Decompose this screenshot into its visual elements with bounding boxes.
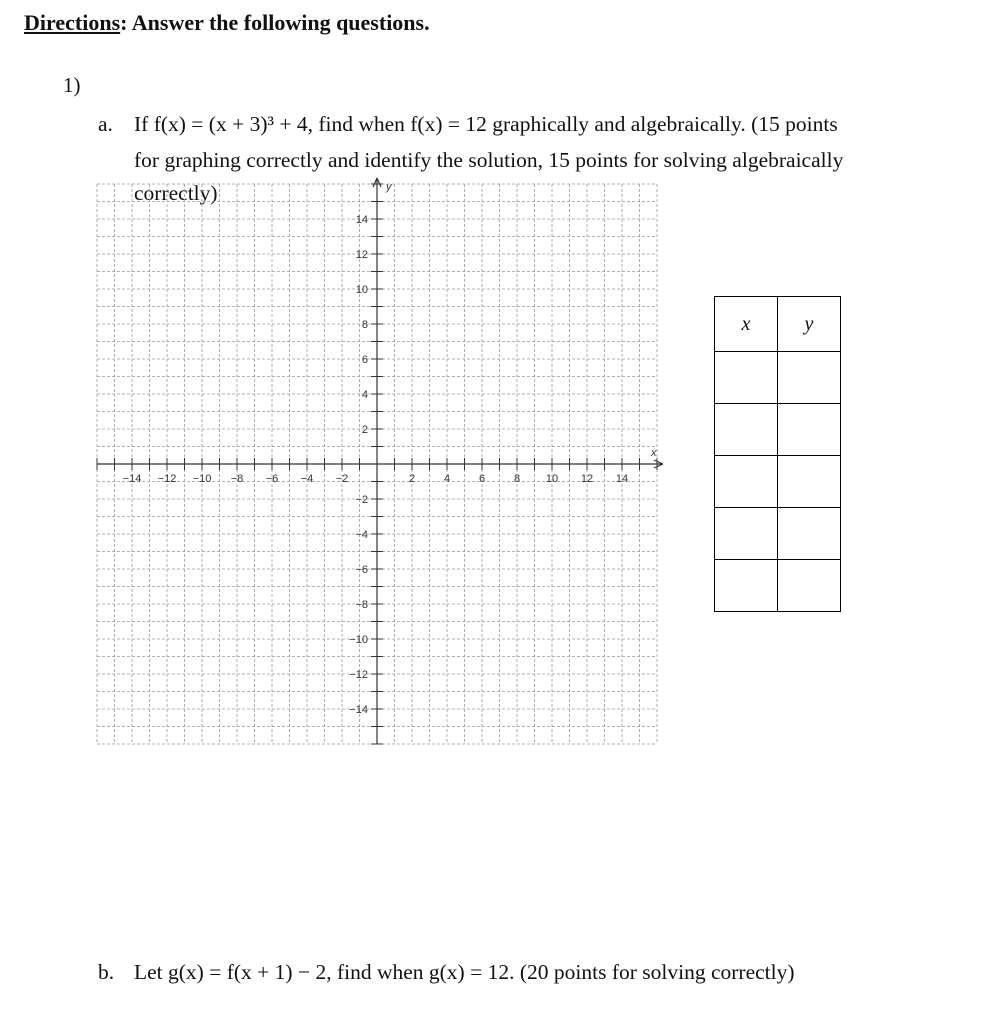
directions-heading xyxy=(24,10,430,36)
y-tick-label: −6 xyxy=(355,564,368,576)
table-cell-x[interactable] xyxy=(715,404,778,456)
axes xyxy=(97,178,663,744)
x-tick-label: −4 xyxy=(300,473,314,485)
table-cell-y[interactable] xyxy=(778,560,841,612)
x-tick-label: 14 xyxy=(615,473,629,485)
table-row xyxy=(715,352,841,404)
table-cell-y[interactable] xyxy=(778,508,841,560)
x-tick-label: −10 xyxy=(192,473,212,485)
y-tick-label: 8 xyxy=(361,319,368,331)
directions-label: Directions xyxy=(24,10,121,35)
part-b-text: Let g(x) = f(x + 1) − 2, find when g(x) = 12. (20 points for solving correctly) xyxy=(134,960,795,984)
table-row xyxy=(715,508,841,560)
table-header-y: y xyxy=(778,297,841,352)
part-b-letter: b. xyxy=(98,960,115,984)
table-row xyxy=(715,456,841,508)
table-header-row xyxy=(715,297,841,352)
y-tick-label: 10 xyxy=(355,284,368,296)
part-a-letter: a. xyxy=(98,112,113,136)
x-tick-label: 12 xyxy=(580,473,594,485)
x-tick-label: −14 xyxy=(122,473,142,485)
table-row xyxy=(715,560,841,612)
y-axis-label: y xyxy=(386,181,392,193)
x-tick-label: −8 xyxy=(230,473,244,485)
table-cell-x[interactable] xyxy=(715,352,778,404)
y-tick-label: −12 xyxy=(349,669,368,681)
y-tick-label: 2 xyxy=(361,424,368,436)
table-cell-x[interactable] xyxy=(715,508,778,560)
part-a-line-2: for graphing correctly and identify the solution, 15 points for solving algebraically xyxy=(134,148,844,172)
y-tick-label: 4 xyxy=(361,389,368,401)
part-a-line-1: If f(x) = (x + 3)³ + 4, find when f(x) = 12 graphically and algebraically. (15 points xyxy=(134,112,838,136)
question-number: 1) xyxy=(63,73,81,97)
x-tick-label: 4 xyxy=(443,473,451,485)
table-row xyxy=(715,404,841,456)
y-tick-label: −2 xyxy=(355,494,368,506)
y-tick-label: −8 xyxy=(355,599,368,611)
x-tick-label: 10 xyxy=(545,473,559,485)
y-tick-label: −10 xyxy=(349,634,368,646)
table-cell-y[interactable] xyxy=(778,352,841,404)
x-tick-label: 2 xyxy=(408,473,416,485)
x-tick-label: −2 xyxy=(335,473,349,485)
x-tick-label: 8 xyxy=(513,473,521,485)
table-cell-y[interactable] xyxy=(778,456,841,508)
table-cell-x[interactable] xyxy=(715,456,778,508)
x-tick-label: −6 xyxy=(265,473,279,485)
x-axis-label: x xyxy=(651,447,657,459)
table-header-x: x xyxy=(715,297,778,352)
y-tick-label: 14 xyxy=(355,214,368,226)
y-tick-label: 12 xyxy=(355,249,368,261)
x-tick-label: 6 xyxy=(478,473,486,485)
directions-text: : Answer the following questions. xyxy=(120,10,430,35)
x-tick-label: −12 xyxy=(157,473,177,485)
table-cell-y[interactable] xyxy=(778,404,841,456)
table-cell-x[interactable] xyxy=(715,560,778,612)
y-tick-label: −4 xyxy=(355,529,368,541)
part-a-line-3: correctly) xyxy=(134,181,218,205)
y-tick-label: −14 xyxy=(349,704,368,716)
xy-table xyxy=(714,296,841,612)
y-tick-label: 6 xyxy=(361,354,368,366)
